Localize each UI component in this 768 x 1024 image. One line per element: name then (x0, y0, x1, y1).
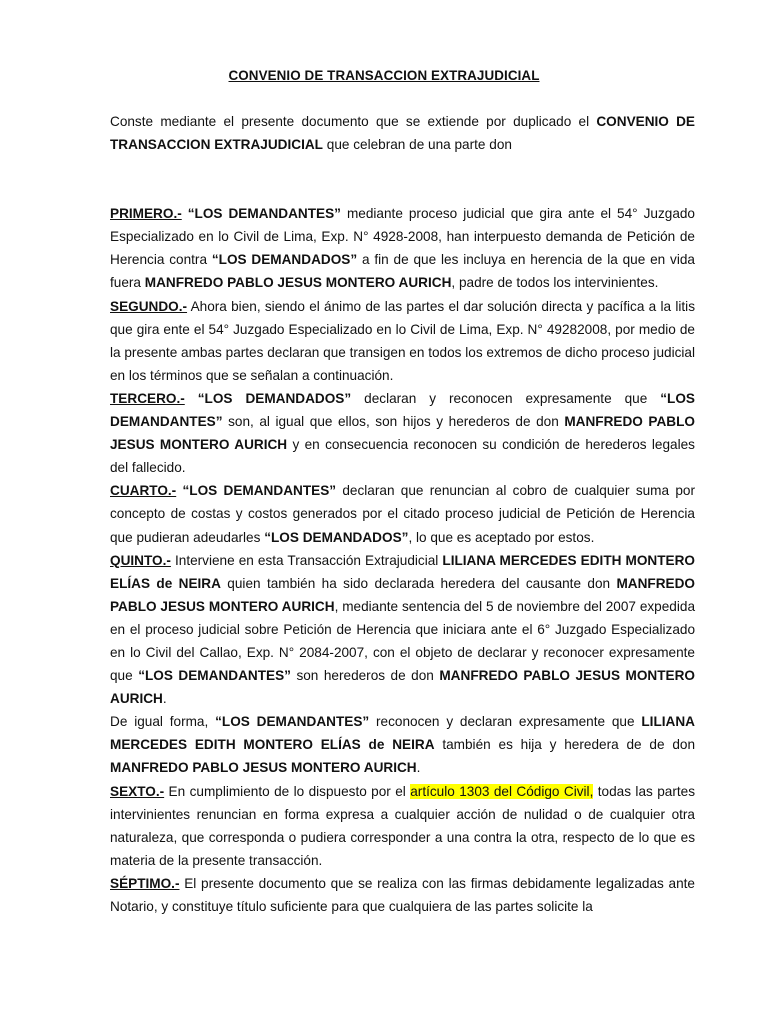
text-run: , mediante sentencia del 5 de noviembre del 2007 expedida en el proceso judicial sobre Petición de Herencia que iniciara ante el 6° Juzgado Especializado en lo Civil del Callao, Exp. N° 2084-2007, con el objeto de declarar y reconocer expresamente que (110, 598, 696, 684)
clause-paragraph (110, 872, 695, 918)
clause-heading: SEXTO.- (110, 783, 165, 799)
text-run: Interviene en esta Transacción Extrajudicial (170, 552, 443, 568)
highlighted-text: artículo 1303 del Código Civil, (410, 783, 594, 799)
text-run: mediante proceso judicial que gira ante el 54° Juzgado Especializado en lo Civil de Lima, Exp. N° 4928-2008, han interpuesto demanda de Petición de Herencia contra (110, 206, 695, 268)
text-run: , padre de todos los intervinientes. (451, 275, 659, 291)
bold-text: MANFREDO PABLO JESUS MONTERO AURICH (110, 668, 695, 707)
text-run: En cumplimiento de lo dispuesto por el (164, 783, 411, 799)
text-run: . (416, 760, 421, 776)
clause-paragraph (110, 549, 695, 711)
text-run: a fin de que les incluya en herencia de la que en vida fuera (110, 252, 695, 291)
bold-text: MANFREDO PABLO JESUS MONTERO AURICH (110, 760, 417, 776)
text-run: que celebran de una parte don (322, 137, 512, 153)
text-run: son herederos de don (290, 668, 440, 684)
bold-text: MANFREDO PABLO JESUS MONTERO AURICH (144, 275, 452, 291)
text-run: Ahora bien, siendo el ánimo de las partes el dar solución directa y pacífica a la litis que gira ente el 54° Juzgado Especializado en lo Civil de Lima, Exp. N° 49282008, por medio de la presente ambas partes declaran que transigen en todos los extremos de dicho proceso judicial en los términos que se señalan a continuación. (110, 298, 695, 383)
text-run: , lo que es aceptado por estos. (408, 529, 595, 545)
bold-text: “LOS DEMANDADOS” (211, 252, 358, 268)
bold-text: MANFREDO PABLO JESUS MONTERO AURICH (110, 414, 695, 453)
clause-heading: QUINTO.- (110, 552, 171, 568)
text-run: declaran que renuncian al cobro de cualquier suma por concepto de costas y costos generados por el citado proceso judicial de Petición de Herencia que pudieran adeudarles (110, 483, 695, 545)
bold-text: “LOS DEMANDANTES” (110, 390, 695, 430)
intro-paragraph (110, 110, 695, 156)
text-run: . (162, 691, 167, 707)
clause-heading: PRIMERO.- (110, 206, 182, 222)
clause-paragraph (110, 710, 695, 779)
document-body (110, 110, 695, 918)
text-run: también es hija y heredera de de don (434, 737, 695, 753)
clauses (110, 202, 695, 918)
clause-heading: SÉPTIMO.- (110, 875, 180, 891)
text-run: todas las partes intervinientes renuncian en forma expresa a cualquier acción de nulidad o de cualquier otra naturaleza, que corresponda o pudiera corresponder a una contra la otra, respecto de lo que es materia de la presente transacción. (110, 783, 695, 868)
bold-text: CONVENIO DE TRANSACCION EXTRAJUDICIAL (110, 114, 696, 153)
bold-text: “LOS DEMANDADOS” (197, 390, 352, 406)
text-run: De igual forma, (110, 714, 216, 730)
text-run: son, al igual que ellos, son hijos y herederos de don (222, 414, 565, 430)
text-run: El presente documento que se realiza con las firmas debidamente legalizadas ante Notario, y constituye título suficiente para que cualquiera de las partes solicite la (110, 875, 695, 914)
bold-text: “LOS DEMANDANTES” (187, 206, 341, 222)
text-run: reconocen y declaran expresamente que (369, 714, 642, 730)
clause-heading: TERCERO.- (110, 390, 185, 406)
text-run: y en consecuencia reconocen su condición de herederos legales del fallecido. (110, 437, 695, 476)
clause-paragraph (110, 780, 695, 872)
clause-paragraph (110, 479, 695, 548)
document-title: CONVENIO DE TRANSACCION EXTRAJUDICIAL (228, 68, 540, 83)
bold-text: “LOS DEMANDANTES” (215, 714, 370, 730)
bold-text: LILIANA MERCEDES EDITH MONTERO ELÍAS de NEIRA (110, 714, 695, 753)
text-run: quien también ha sido declarada heredera del causante don (220, 575, 617, 591)
clause-heading: SEGUNDO.- (110, 298, 188, 314)
bold-text: MANFREDO PABLO JESUS MONTERO AURICH (110, 575, 695, 614)
clause-heading: CUARTO.- (110, 483, 177, 499)
text-run (185, 391, 198, 406)
clause-paragraph (110, 387, 695, 479)
bold-text: “LOS DEMANDANTES” (138, 668, 291, 684)
clause-paragraph (110, 295, 695, 387)
text-run: Conste mediante el presente documento que se extiende por duplicado el (110, 114, 597, 129)
bold-text: “LOS DEMANDADOS” (264, 529, 409, 545)
bold-text: LILIANA MERCEDES EDITH MONTERO ELÍAS de NEIRA (110, 552, 695, 591)
clause-paragraph (110, 202, 695, 294)
bold-text: “LOS DEMANDANTES” (182, 483, 337, 499)
text-run: declaran y reconocen expresamente que (351, 390, 661, 406)
